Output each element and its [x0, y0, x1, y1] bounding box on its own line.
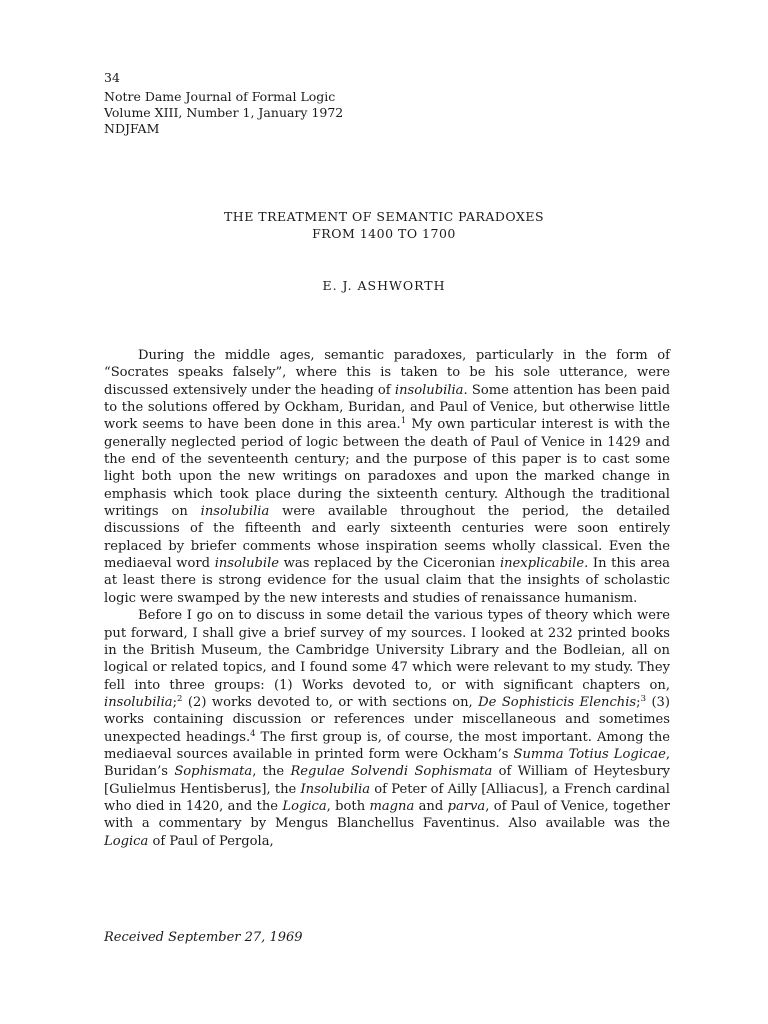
received-date: Received September 27, 1969	[104, 930, 303, 945]
text-run: ;	[636, 694, 641, 710]
journal-code: NDJFAM	[104, 121, 160, 136]
text-run: . In this area at least there is strong evidence for the usual claim that the insights of scholastic logic were swamped by the new interests and studies of renaissance humanism.	[104, 556, 670, 606]
paragraph-2	[104, 607, 670, 850]
text-run: During the middle ages, semantic paradoxes, particularly in the form of “Socrates speaks falsely”, where this is taken to be his sole utterance, were discussed extensively under the heading of	[104, 348, 670, 398]
text-run: of William of Heytesbury [Gulielmus Hentisberus], the	[104, 764, 671, 797]
text-run: ;	[172, 694, 178, 710]
italic-title: Regulae Solvendi Sophismata	[290, 764, 493, 780]
text-run: were available throughout the period, the detailed discussions of the fifteenth and early sixteenth centuries were soon entirely replaced by briefer comments whose inspiration seems wholly classical. Even the mediaeval word	[104, 504, 670, 572]
text-run: and	[414, 798, 448, 814]
article-body	[104, 347, 670, 850]
text-run: , Buridan’s	[104, 746, 670, 780]
text-run: The first group is, of course, the most important. Among the mediaeval sources available in printed form were Ockham’s	[104, 729, 670, 762]
text-run: Before I go on to discuss in some detail the various types of theory which were put forward, I shall give a brief survey of my sources. I looked at 232 printed books in the British Museum, the Cambridge University Library and the Bodleian, all on logical or related topics, and I found some 47 which were relevant to my study. They fell into three groups: (1) Works devoted to, or with significant chapters on,	[104, 608, 670, 693]
text-run: , both	[326, 798, 370, 814]
italic-title: Logica	[282, 798, 327, 814]
text-run: , the	[252, 764, 291, 780]
article-title	[0, 208, 768, 242]
italic-term: inexplicabile	[499, 556, 585, 572]
journal-name: Notre Dame Journal of Formal Logic	[104, 89, 336, 104]
journal-volume: Volume XIII, Number 1, January 1972	[104, 105, 344, 120]
footnote-marker: 3	[640, 693, 646, 704]
italic-title: Sophismata	[174, 764, 253, 780]
text-run: (2) works devoted to, or with sections on,	[182, 694, 479, 710]
text-run: of Paul of Pergola,	[148, 833, 274, 849]
italic-title: Logica	[104, 833, 149, 849]
journal-header	[104, 70, 343, 137]
title-line-1: THE TREATMENT OF SEMANTIC PARADOXES	[223, 209, 545, 224]
footnote-marker: 4	[250, 728, 256, 739]
text-run: was replaced by the Ciceronian	[279, 556, 500, 572]
text-run: (3) works containing discussion or references under miscellaneous and sometimes unexpected headings.	[104, 694, 670, 745]
italic-term: parva	[447, 798, 486, 814]
italic-term: insolubilia	[200, 504, 270, 520]
italic-term: magna	[369, 798, 415, 814]
text-run: My own particular interest is with the generally neglected period of logic between the death of Paul of Venice in 1429 and the end of the seventeenth century; and the purpose of this paper is to cast some light both upon the new writings on paradoxes and upon the marked change in emphasis which took place during the sixteenth century. Although the traditional writings on	[104, 417, 670, 520]
page-number: 34	[104, 70, 120, 85]
italic-term: insolubilia	[104, 694, 173, 710]
italic-term: insolubilia	[394, 382, 464, 398]
text-run: , of Paul of Venice, together with a commentary by Mengus Blanchellus Faventinus. Also available was the	[104, 798, 670, 832]
paragraph-1	[104, 347, 670, 607]
title-line-2: FROM 1400 TO 1700	[312, 226, 456, 241]
text-run: of Peter of Ailly [Alliacus], a French cardinal who died in 1420, and the	[104, 781, 670, 814]
italic-term: insolubile	[214, 556, 280, 572]
italic-title: Insolubilia	[300, 781, 371, 797]
italic-title: De Sophisticis Elenchis	[478, 694, 637, 710]
italic-title: Summa Totius Logicae	[513, 746, 666, 762]
footnote-marker: 2	[177, 693, 183, 704]
text-run: . Some attention has been paid to the solutions offered by Ockham, Buridan, and Paul of Venice, but otherwise little work seems to have been done in this area.	[104, 382, 670, 433]
author-name: E. J. ASHWORTH	[322, 278, 446, 293]
footnote-marker: 1	[400, 416, 407, 427]
